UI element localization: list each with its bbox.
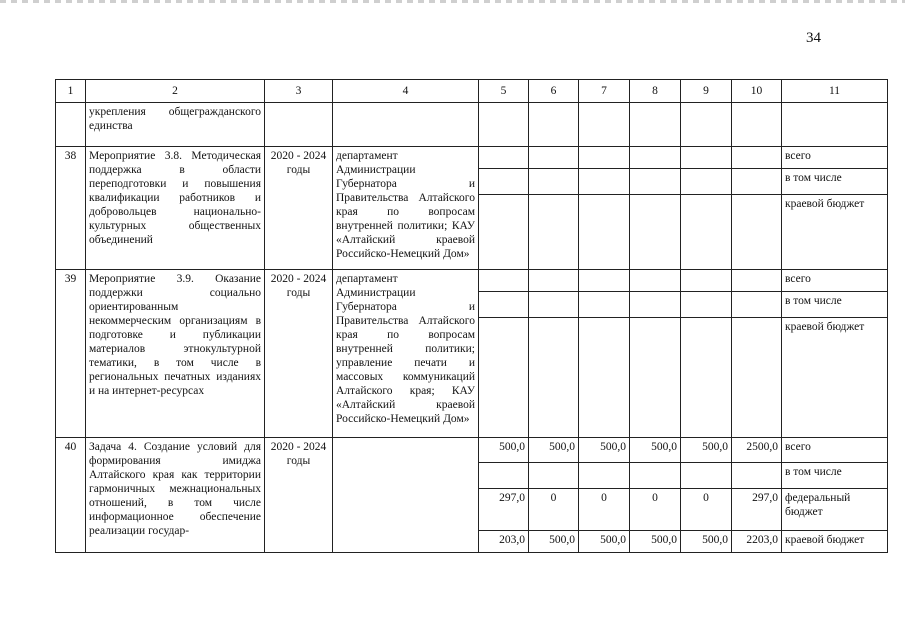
source-label: всего [782, 147, 888, 169]
value-cell [630, 270, 681, 292]
value-cell [479, 318, 529, 438]
value-cell [479, 270, 529, 292]
header-row [56, 80, 888, 103]
value-cell [529, 147, 579, 169]
value-cell: 500,0 [630, 438, 681, 463]
value-cell [579, 292, 630, 318]
executor-cell: департамент Администрации Губернатора и Правительства Алтайского края по вопросам внутренней политики; КАУ «Алтайский краевой Российско-Немецкий Дом» [333, 147, 479, 270]
value-cell: 2500,0 [732, 438, 782, 463]
value-cell [630, 292, 681, 318]
value-cell: 500,0 [630, 531, 681, 553]
value-cell [732, 463, 782, 489]
value-cell [681, 270, 732, 292]
value-cell [681, 169, 732, 195]
value-cell [732, 169, 782, 195]
executor-cell: департамент Администрации Губернатора и Правительства Алтайского края по вопросам внутренней политики; управление печати и массовых коммуникаций Алтайского края; КАУ «Алтайский краевой Российско-Немецкий Дом» [333, 270, 479, 438]
source-label: всего [782, 270, 888, 292]
header-cell: 1 [56, 80, 86, 103]
value-cell [579, 463, 630, 489]
source-label: в том числе [782, 169, 888, 195]
number-cell: 40 [56, 438, 86, 553]
source-label: краевой бюджет [782, 318, 888, 438]
value-cell [529, 292, 579, 318]
value-cell: 500,0 [681, 438, 732, 463]
source-label: всего [782, 438, 888, 463]
header-cell: 11 [782, 80, 888, 103]
header-cell: 8 [630, 80, 681, 103]
value-cell: 203,0 [479, 531, 529, 553]
value-cell [681, 463, 732, 489]
value-cell [630, 463, 681, 489]
value-cell [479, 195, 529, 270]
source-label: федеральный бюджет [782, 489, 888, 531]
number-cell: 39 [56, 270, 86, 438]
value-cell [732, 318, 782, 438]
value-cell: 0 [529, 489, 579, 531]
table-row [56, 147, 888, 169]
table-row [56, 270, 888, 292]
name-cell: Задача 4. Создание условий для формирования имиджа Алтайского края как территории гармоничных межнациональных отношений, в том числе информационное обеспечение реализации государ- [86, 438, 265, 553]
value-cell [579, 318, 630, 438]
value-cell [479, 463, 529, 489]
executor-cell [333, 438, 479, 553]
name-cell: Мероприятие 3.8. Методическая поддержка в области переподготовки и повышения квалификации работников и добровольцев национально-культурных общественных объединений [86, 147, 265, 270]
value-cell [529, 195, 579, 270]
value-cell [681, 318, 732, 438]
value-cell [579, 169, 630, 195]
value-cell [681, 147, 732, 169]
value-cell [479, 147, 529, 169]
value-cell: 2203,0 [732, 531, 782, 553]
source-label: краевой бюджет [782, 531, 888, 553]
value-cell: 500,0 [529, 438, 579, 463]
number-cell: 38 [56, 147, 86, 270]
source-label: в том числе [782, 463, 888, 489]
value-cell [732, 147, 782, 169]
value-cell [732, 292, 782, 318]
value-cell: 297,0 [479, 489, 529, 531]
number-cell [56, 103, 86, 147]
value-cell: 500,0 [479, 438, 529, 463]
value-cell [479, 292, 529, 318]
name-cell: укрепления общегражданского единства [86, 103, 265, 147]
value-cell [529, 270, 579, 292]
value-cell: 500,0 [681, 531, 732, 553]
value-cell [732, 195, 782, 270]
continuation-row [56, 103, 888, 147]
table-row [56, 438, 888, 463]
period-cell: 2020 - 2024 годы [265, 147, 333, 270]
header-cell: 5 [479, 80, 529, 103]
value-cell [630, 169, 681, 195]
value-cell: 500,0 [529, 531, 579, 553]
period-cell: 2020 - 2024 годы [265, 270, 333, 438]
name-cell: Мероприятие 3.9. Оказание поддержки социально ориентированным некоммерческим организациям в подготовке и публикации материалов этнокультурной тематики, в том числе в региональных печатных изданиях и на интернет-ресурсах [86, 270, 265, 438]
value-cell [630, 195, 681, 270]
value-cell [579, 147, 630, 169]
header-cell: 6 [529, 80, 579, 103]
value-cell: 0 [681, 489, 732, 531]
value-cell: 500,0 [579, 438, 630, 463]
scan-edge [0, 0, 905, 3]
period-cell: 2020 - 2024 годы [265, 438, 333, 553]
value-cell: 500,0 [579, 531, 630, 553]
page-number: 34 [806, 30, 821, 46]
value-cell [681, 195, 732, 270]
value-cell [579, 195, 630, 270]
header-cell: 2 [86, 80, 265, 103]
source-label: краевой бюджет [782, 195, 888, 270]
header-cell: 7 [579, 80, 630, 103]
value-cell [681, 292, 732, 318]
value-cell [579, 270, 630, 292]
value-cell [529, 463, 579, 489]
value-cell [529, 169, 579, 195]
header-cell: 9 [681, 80, 732, 103]
source-label: в том числе [782, 292, 888, 318]
value-cell: 0 [630, 489, 681, 531]
header-cell: 10 [732, 80, 782, 103]
value-cell [479, 169, 529, 195]
header-cell: 3 [265, 80, 333, 103]
program-table [55, 79, 888, 553]
value-cell [529, 318, 579, 438]
value-cell: 297,0 [732, 489, 782, 531]
value-cell: 0 [579, 489, 630, 531]
value-cell [630, 147, 681, 169]
header-cell: 4 [333, 80, 479, 103]
value-cell [732, 270, 782, 292]
value-cell [630, 318, 681, 438]
